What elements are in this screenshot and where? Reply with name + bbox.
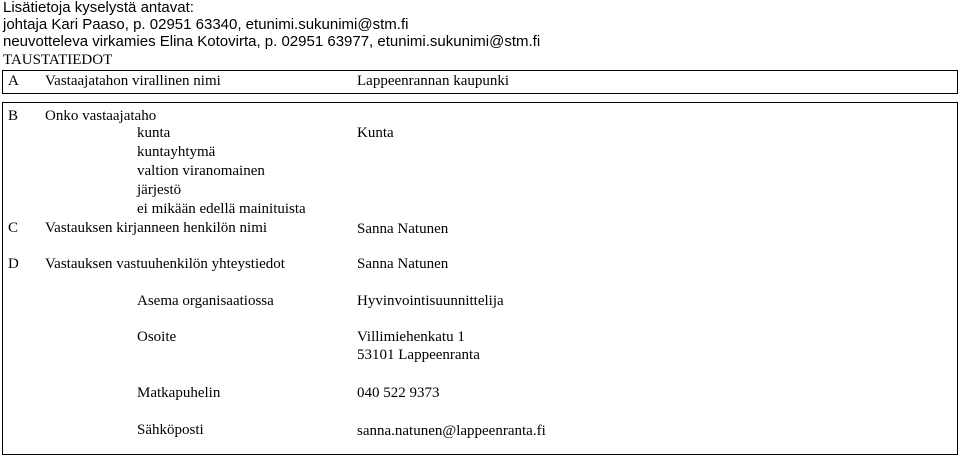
position-label: Asema organisaatiossa (137, 293, 274, 309)
phone-label: Matkapuhelin (137, 385, 221, 401)
row-d-letter: D (8, 256, 19, 272)
row-b-option-kuntayhtyma: kuntayhtymä (137, 144, 216, 160)
row-a-label: Vastaajatahon virallinen nimi (45, 73, 221, 89)
intro-contact-1: johtaja Kari Paaso, p. 02951 63340, etunimi.sukunimi@stm.fi (3, 16, 409, 33)
row-b-letter: B (8, 108, 19, 124)
address-line-2: 53101 Lappeenranta (357, 347, 480, 363)
row-a-value: Lappeenrannan kaupunki (357, 73, 510, 89)
table-bottom-border (2, 454, 958, 455)
address-label: Osoite (137, 329, 177, 345)
right-border-main (957, 102, 958, 455)
row-a-bottom-border (2, 93, 958, 94)
row-b-value: Kunta (357, 125, 394, 141)
table-top-border (2, 70, 958, 71)
row-c-letter: C (8, 220, 19, 236)
row-b-label: Onko vastaajataho (45, 108, 157, 124)
left-border-top (2, 70, 3, 94)
row-d-label: Vastauksen vastuuhenkilön yhteystiedot (45, 256, 285, 272)
row-b-option-jarjesto: järjestö (137, 182, 182, 198)
row-a-letter: A (8, 73, 19, 89)
right-border-top (957, 70, 958, 94)
row-d-value: Sanna Natunen (357, 256, 449, 272)
address-line-1: Villimiehenkatu 1 (357, 329, 465, 345)
phone-value: 040 522 9373 (357, 385, 440, 401)
row-b-option-valtion: valtion viranomainen (137, 163, 265, 179)
email-label: Sähköposti (137, 422, 204, 438)
row-c-value: Sanna Natunen (357, 221, 449, 237)
row-c-label: Vastauksen kirjanneen henkilön nimi (45, 220, 268, 236)
left-border-main (2, 102, 3, 455)
section-title: TAUSTATIEDOT (3, 52, 113, 68)
row-b-top-border (2, 102, 958, 103)
intro-contact-2: neuvotteleva virkamies Elina Kotovirta, p. 02951 63977, etunimi.sukunimi@stm.fi (3, 33, 541, 50)
row-b-option-kunta: kunta (137, 125, 171, 141)
email-value: sanna.natunen@lappeenranta.fi (357, 423, 546, 439)
position-value: Hyvinvointisuunnittelija (357, 293, 504, 309)
row-b-option-ei-mikaan: ei mikään edellä mainituista (137, 201, 306, 217)
intro-heading: Lisätietoja kyselystä antavat: (3, 0, 194, 16)
